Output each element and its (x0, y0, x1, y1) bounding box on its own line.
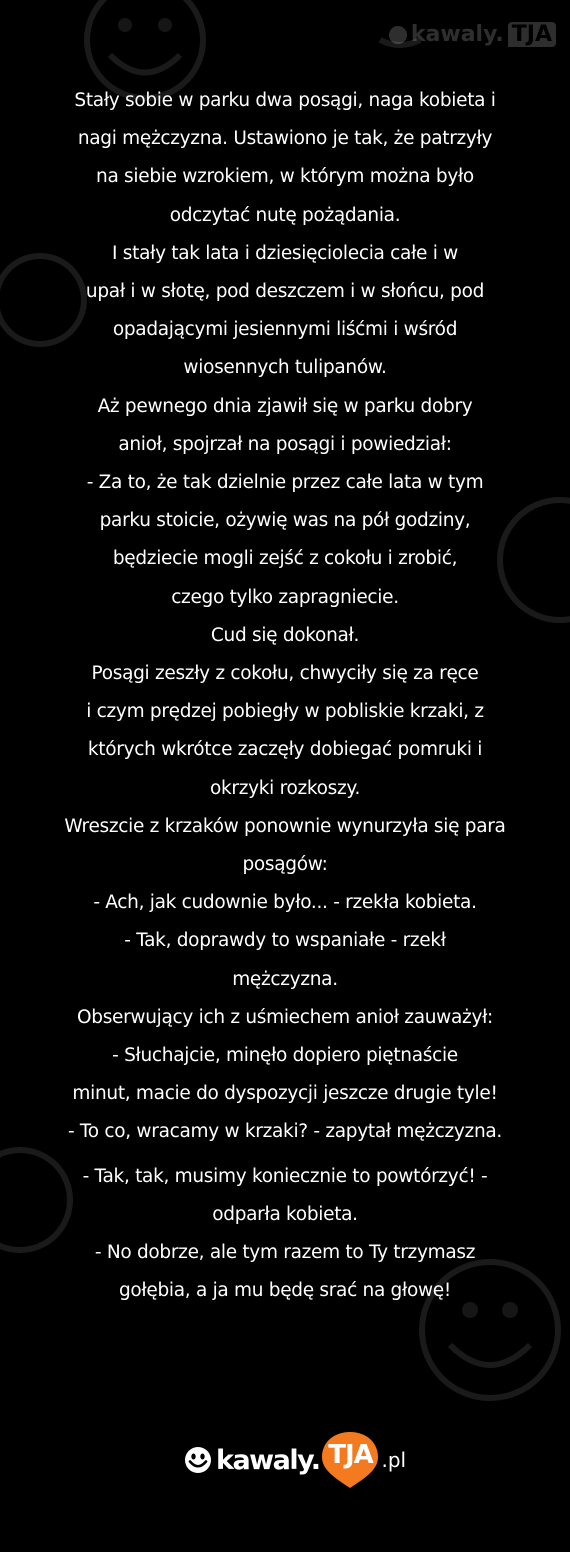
joke-line: i czym prędzej pobiegły w pobliskie krzaki, z (86, 701, 484, 723)
joke-line: upał i w słotę, pod deszczem i w słońcu, pod (85, 281, 485, 303)
footer-brand-name: kawaly. (216, 1444, 320, 1476)
joke-line: Wreszcie z krzaków ponownie wynurzyła się para (64, 815, 506, 837)
joke-line: Aż pewnego dnia zjawił się w parku dobry (97, 395, 473, 417)
watermark-smiley-icon (389, 26, 407, 44)
joke-line: - Tak, doprawdy to wspaniałe - rzekł (124, 930, 446, 952)
joke-line: - No dobrze, ale tym razem to Ty trzymasz (94, 1242, 476, 1264)
joke-line: minut, macie do dyspozycji jeszcze drugie tyle! (72, 1083, 498, 1105)
joke-line: czego tylko zapragniecie. (171, 586, 399, 608)
joke-line: odparła kobieta. (212, 1203, 358, 1225)
top-watermark-logo (389, 22, 556, 47)
joke-line: - Tak, tak, musimy koniecznie to powtórzyć! - (82, 1165, 488, 1187)
watermark-badge: TJA (508, 22, 556, 47)
joke-line: mężczyzna. (232, 968, 338, 990)
joke-line: odczytać nutę pożądania. (169, 204, 401, 226)
joke-line: nagi mężczyzna. Ustawiono je tak, że patrzyły (77, 128, 493, 150)
joke-line: anioł, spojrzał na posągi i powiedział: (118, 433, 452, 455)
joke-line: opadającymi jesiennymi liśćmi i wśród (112, 319, 458, 341)
joke-line: - Słuchajcie, minęło dopiero piętnaście (112, 1045, 458, 1067)
joke-line: okrzyki rozkoszy. (209, 777, 361, 799)
joke-line: Cud się dokonał. (210, 624, 360, 646)
joke-line: parku stoicie, ożywię was na pół godziny, (99, 510, 471, 532)
joke-line: Posągi zeszły z cokołu, chwyciły się za ręce (91, 663, 479, 685)
joke-line: będziecie mogli zejść z cokołu i zrobić, (112, 548, 458, 570)
footer-domain-suffix: .pl (381, 1448, 407, 1472)
joke-line: których wkrótce zaczęły dobiegać pomruki i (87, 739, 483, 761)
joke-line: wiosennych tulipanów. (183, 357, 387, 379)
joke-text (20, 82, 550, 1311)
joke-line: Stały sobie w parku dwa posągi, naga kobieta i (74, 90, 496, 111)
footer-site-logo[interactable] (184, 1428, 406, 1492)
joke-line: - Za to, że tak dzielnie przez całe lata w tym (86, 472, 484, 494)
joke-line: I stały tak lata i dziesięciolecia całe i w (112, 242, 458, 264)
joke-line: - To co, wracamy w krzaki? - zapytał mężczyzna. (67, 1121, 503, 1143)
watermark-brand: kawaly. (410, 22, 504, 47)
smiley-face-icon (184, 1446, 212, 1474)
tja-badge-text: TJA (328, 1440, 373, 1470)
tja-badge (319, 1430, 381, 1490)
joke-line: na siebie wzrokiem, w którym można było (96, 166, 474, 188)
joke-line: - Ach, jak cudownie było... - rzekła kobieta. (93, 892, 477, 914)
joke-line: Obserwujący ich z uśmiechem anioł zauważył: (76, 1006, 493, 1028)
joke-line: gołębia, a ja mu będę srać na głowę! (118, 1280, 452, 1302)
joke-line: posągów: (242, 854, 328, 876)
